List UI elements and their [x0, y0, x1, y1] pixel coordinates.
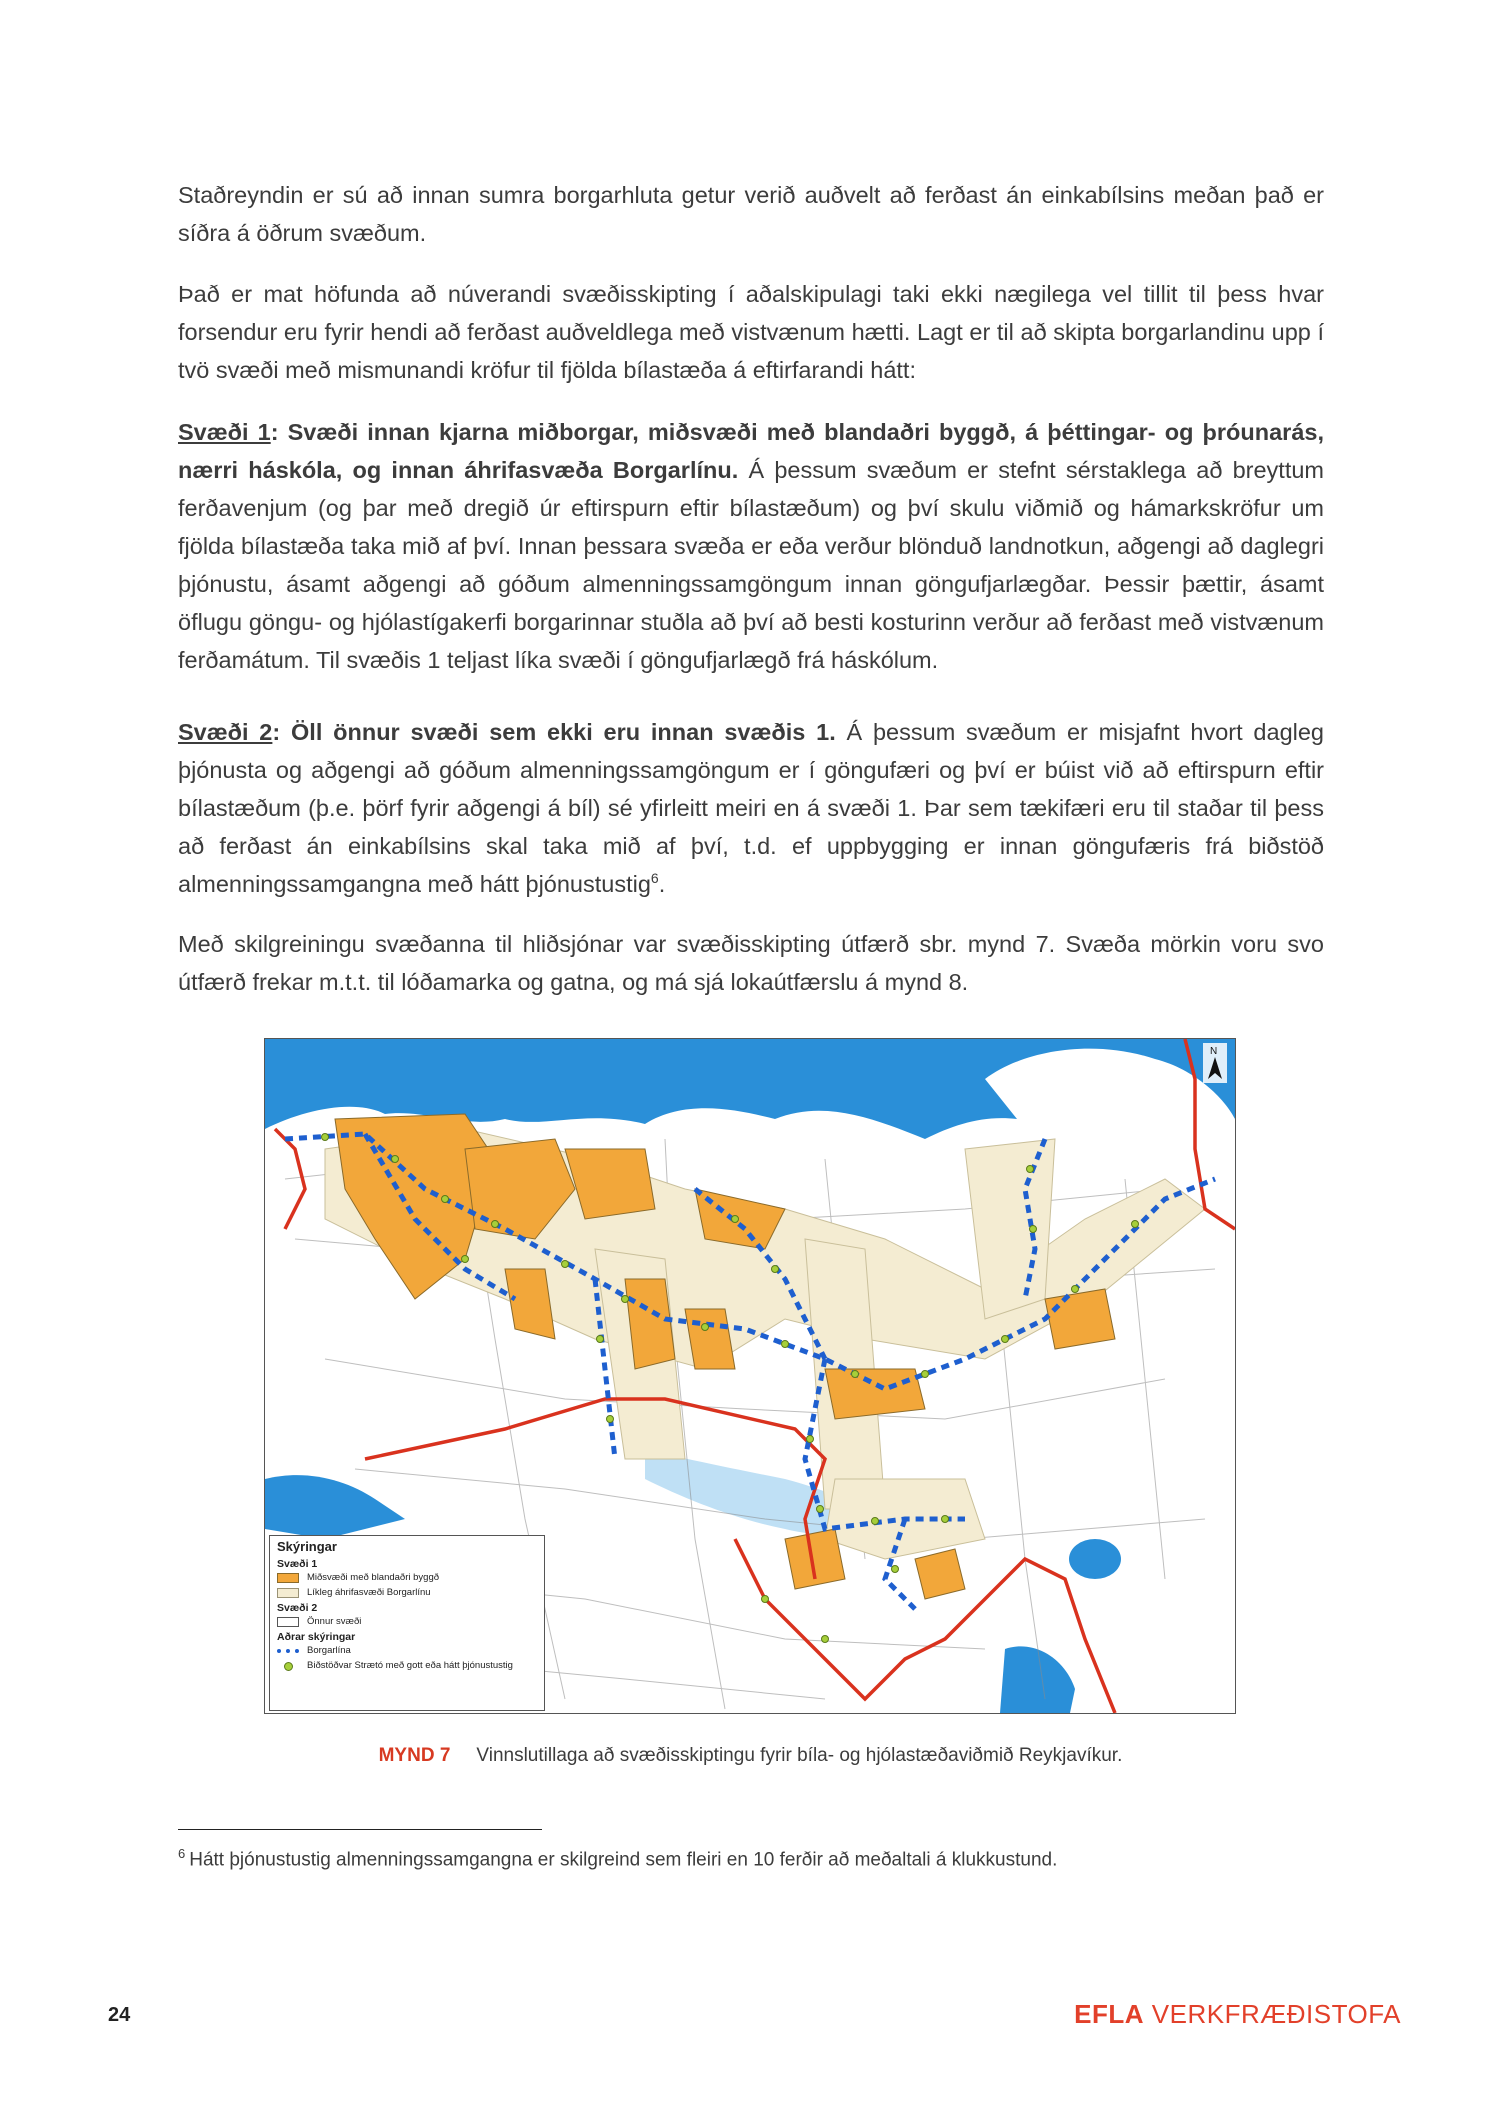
- footnote: [178, 1846, 1057, 1871]
- legend-zone1-heading: Svæði 1: [277, 1558, 318, 1570]
- legend-row-mixed-use: [277, 1570, 537, 1585]
- figure-caption-text: Vinnslutillaga að svæðisskiptingu fyrir bíla- og hjólastæðaviðmið Reykjavíkur.: [476, 1745, 1123, 1766]
- north-label: N: [1210, 1046, 1218, 1057]
- figure-caption: [0, 1745, 1501, 1767]
- zone2-heading: Svæði 2: [178, 719, 273, 745]
- legend-row-other-areas: [277, 1614, 537, 1629]
- figure-label: MYND 7: [378, 1745, 451, 1766]
- paragraph-text: Staðreyndin er sú að innan sumra borgarhluta getur verið auðvelt að ferðast án einkabílsins meðan það er síðra á öðrum svæðum.: [178, 182, 1324, 246]
- paragraph-intro: [178, 176, 1324, 252]
- other-areas-swatch: [277, 1617, 299, 1627]
- legend-label: Líkleg áhrifasvæði Borgarlínu: [307, 1587, 431, 1598]
- legend-other-heading: Aðrar skýringar: [277, 1631, 356, 1643]
- legend-zone2-heading: Svæði 2: [277, 1602, 318, 1614]
- zone1-definition: : Svæði innan kjarna miðborgar, miðsvæði með blandaðri byggð, á þéttingar- og þróunarás, nærri háskóla, og innan áhrifasvæða Borgarlínu.: [178, 419, 1324, 483]
- brand-logo: [1074, 1999, 1401, 2030]
- paragraph-text: Með skilgreiningu svæðanna til hliðsjónar var svæðisskipting útfærð sbr. mynd 7. Svæða mörkin voru svo útfærð frekar m.t.t. til lóðamarka og gatna, og má sjá lokaútfærslu á mynd 8.: [178, 931, 1324, 995]
- borgarlina-swatch: [277, 1649, 299, 1653]
- paragraph-conclusion: [178, 925, 1324, 1001]
- paragraph-proposal: [178, 275, 1324, 389]
- zone1-description: Á þessum svæðum er stefnt sérstaklega að breyttum ferðavenjum (og þar með dregið úr eftirspurn eftir bílastæðum) og því skulu viðmið og hámarkskröfur um fjölda bílastæða taka mið af því. Innan þessara svæða er eða verður blönduð landnotkun, aðgengi að daglegri þjónustu, ásamt aðgengi að góðum almenningssamgöngum innan göngufjarlægðar. Þessir þættir, ásamt öflugu göngu- og hjólastígakerfi borgarinnar stuðla að því að besti kosturinn verður að ferðast með vistvænum ferðamátum. Til svæðis 1 teljast líka svæði í göngufjarlægð frá háskólum.: [178, 457, 1324, 673]
- legend-label: Önnur svæði: [307, 1616, 362, 1627]
- map-legend: [269, 1535, 545, 1711]
- zone2-tail: .: [658, 871, 666, 897]
- legend-label: Miðsvæði með blandaðri byggð: [307, 1572, 440, 1583]
- paragraph-zone2: [178, 713, 1324, 903]
- page-number: 24: [108, 2004, 131, 2026]
- legend-row-borgarlina: [277, 1643, 537, 1658]
- legend-title: Skýringar: [277, 1539, 337, 1554]
- paragraph-text: Það er mat höfunda að núverandi svæðisskipting í aðalskipulagi taki ekki nægilega vel tillit til þess hvar forsendur eru fyrir hendi að ferðast auðveldlega með vistvænum hætti. Lagt er til að skipta borgarlandinu upp í tvö svæði með mismunandi kröfur til fjölda bílastæða á eftirfarandi hátt:: [178, 281, 1324, 383]
- footnote-divider: [178, 1829, 542, 1830]
- zone2-definition: : Öll önnur svæði sem ekki eru innan svæðis 1.: [272, 719, 836, 745]
- legend-label: Borgarlína: [307, 1645, 351, 1656]
- footnote-number: 6: [178, 1846, 186, 1861]
- brand-name: EFLA: [1074, 1999, 1145, 2029]
- legend-label: Biðstöðvar Strætó með gott eða hátt þjónustustig: [307, 1660, 513, 1671]
- footnote-text: Hátt þjónustustig almenningssamgangna er skilgreind sem fleiri en 10 ferðir að meðaltali á klukkustund.: [189, 1849, 1058, 1871]
- influence-swatch: [277, 1588, 299, 1598]
- paragraph-zone1: [178, 413, 1324, 679]
- footnote-ref[interactable]: 6: [650, 870, 659, 887]
- bus-stop-swatch: [277, 1661, 299, 1671]
- zoning-map: [264, 1038, 1236, 1714]
- brand-tagline: VERKFRÆÐISTOFA: [1144, 1999, 1401, 2029]
- legend-row-influence: [277, 1585, 537, 1600]
- mixed-use-swatch: [277, 1573, 299, 1583]
- zone2-description: Á þessum svæðum er misjafnt hvort dagleg þjónusta og aðgengi að góðum almenningssamgöngum er í göngufæri og því er búist við að eftirspurn eftir bílastæðum (þ.e. þörf fyrir aðgengi á bíl) sé yfirleitt meiri en á svæði 1. Þar sem tækifæri eru til staðar til þess að ferðast án einkabílsins skal taka mið af því, t.d. ef uppbygging er innan göngufæris frá biðstöð almenningssamgangna með hátt þjónustustig: [178, 719, 1325, 897]
- legend-row-bus-stops: [277, 1658, 537, 1673]
- zone1-heading: Svæði 1: [178, 419, 271, 445]
- lake: [1069, 1539, 1121, 1579]
